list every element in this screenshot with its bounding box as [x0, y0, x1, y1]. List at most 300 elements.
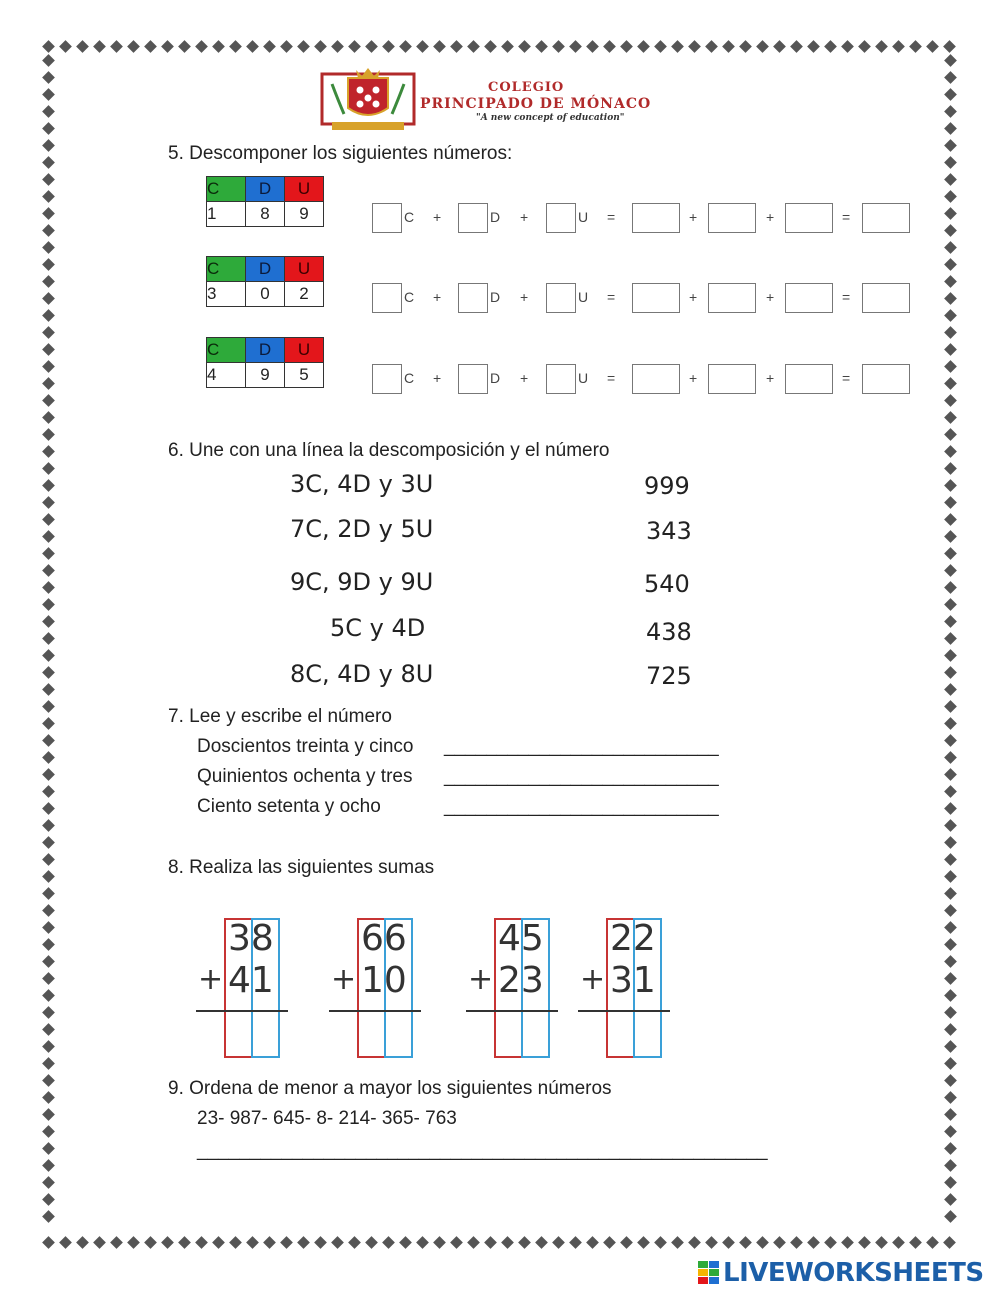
total-box[interactable] [862, 283, 910, 313]
border-diamond [59, 40, 72, 53]
q7-item-1: Doscientos treinta y cinco [197, 736, 414, 757]
border-diamond [944, 54, 957, 67]
addend-top: 45 [498, 918, 544, 959]
border-diamond [212, 40, 225, 53]
plus-sign: + [433, 289, 442, 305]
border-diamond [127, 40, 140, 53]
border-diamond [42, 598, 55, 611]
border-diamond [42, 1193, 55, 1206]
border-diamond [42, 1210, 55, 1223]
d-box[interactable] [458, 203, 488, 233]
u-box[interactable] [546, 364, 576, 394]
equals-sign: = [842, 209, 851, 225]
total-box[interactable] [862, 203, 910, 233]
border-diamond [944, 173, 957, 186]
border-diamond [944, 496, 957, 509]
number-item[interactable]: 999 [644, 472, 690, 500]
border-diamond [42, 1006, 55, 1019]
sum-line [196, 1010, 288, 1012]
border-diamond [620, 1236, 633, 1249]
border-diamond [42, 819, 55, 832]
border-diamond [42, 989, 55, 1002]
border-diamond [944, 411, 957, 424]
border-diamond [944, 700, 957, 713]
equals-sign: = [842, 289, 851, 305]
border-diamond [348, 1236, 361, 1249]
border-diamond [875, 40, 888, 53]
decomposition-item[interactable]: 3C, 4D y 3U [290, 470, 434, 498]
border-diamond [42, 1057, 55, 1070]
decomposition-item[interactable]: 7C, 2D y 5U [290, 515, 434, 543]
border-diamond [944, 1210, 957, 1223]
border-diamond [552, 1236, 565, 1249]
number-item[interactable]: 725 [646, 662, 692, 690]
border-diamond [42, 853, 55, 866]
border-diamond [944, 377, 957, 390]
border-diamond [944, 1176, 957, 1189]
answer-box[interactable] [708, 203, 756, 233]
border-diamond [42, 173, 55, 186]
cdu-table [206, 337, 324, 388]
addend-bottom: 41 [228, 960, 274, 1001]
border-diamond [42, 377, 55, 390]
border-diamond [944, 71, 957, 84]
equals-sign: = [607, 289, 616, 305]
border-diamond [42, 1108, 55, 1121]
addend-top: 38 [228, 918, 274, 959]
addend-bottom: 10 [361, 960, 407, 1001]
border-diamond [688, 1236, 701, 1249]
cdu-table [206, 256, 324, 307]
d-label: D [490, 289, 501, 305]
border-diamond [944, 853, 957, 866]
border-diamond [569, 40, 582, 53]
cdu-header-cell: U [285, 338, 324, 363]
plus-sign: + [580, 962, 606, 997]
border-diamond [603, 40, 616, 53]
q5-title: 5. Descomponer los siguientes números: [168, 143, 513, 164]
border-diamond [671, 1236, 684, 1249]
border-diamond [263, 1236, 276, 1249]
d-box[interactable] [458, 283, 488, 313]
border-diamond [93, 1236, 106, 1249]
border-diamond [944, 224, 957, 237]
border-diamond [892, 1236, 905, 1249]
border-diamond [42, 870, 55, 883]
border-diamond [229, 40, 242, 53]
border-diamond [42, 547, 55, 560]
border-diamond [944, 394, 957, 407]
border-diamond [824, 1236, 837, 1249]
border-diamond [42, 955, 55, 968]
border-diamond [722, 1236, 735, 1249]
cdu-digit-cell: 3 [207, 282, 246, 307]
border-diamond [42, 122, 55, 135]
border-diamond [944, 462, 957, 475]
sum-answer-area[interactable] [224, 1014, 280, 1052]
border-diamond [42, 717, 55, 730]
answer-box[interactable] [632, 203, 680, 233]
equals-sign: = [607, 209, 616, 225]
border-diamond [773, 1236, 786, 1249]
border-diamond [944, 1040, 957, 1053]
border-diamond [944, 479, 957, 492]
border-diamond [42, 275, 55, 288]
border-diamond [331, 40, 344, 53]
border-diamond [944, 1193, 957, 1206]
cdu-digit-cell: 0 [246, 282, 285, 307]
cdu-digit-cell: 2 [285, 282, 324, 307]
border-diamond [944, 275, 957, 288]
border-diamond [297, 40, 310, 53]
answer-box[interactable] [632, 364, 680, 394]
border-diamond [42, 1023, 55, 1036]
border-diamond [603, 1236, 616, 1249]
border-diamond [858, 40, 871, 53]
border-diamond [416, 1236, 429, 1249]
cdu-header-cell: C [207, 257, 246, 282]
border-diamond [944, 1142, 957, 1155]
plus-sign: + [689, 209, 698, 225]
border-diamond [42, 241, 55, 254]
sum-answer-area[interactable] [494, 1014, 550, 1052]
liveworksheets-logo [698, 1258, 984, 1288]
c-label: C [404, 370, 415, 386]
u-box[interactable] [546, 203, 576, 233]
border-diamond [450, 40, 463, 53]
plus-sign: + [520, 209, 529, 225]
border-diamond [127, 1236, 140, 1249]
border-diamond [944, 649, 957, 662]
page-border-right [946, 52, 955, 1225]
u-box[interactable] [546, 283, 576, 313]
border-diamond [42, 445, 55, 458]
border-diamond [365, 40, 378, 53]
decomposition-item[interactable]: 5C y 4D [330, 614, 426, 642]
border-diamond [739, 40, 752, 53]
border-diamond [841, 1236, 854, 1249]
border-diamond [858, 1236, 871, 1249]
q9-answer-blank[interactable]: ______________________________________________________ [197, 1140, 768, 1161]
border-diamond [144, 40, 157, 53]
border-diamond [944, 190, 957, 203]
border-diamond [59, 1236, 72, 1249]
border-diamond [382, 40, 395, 53]
border-diamond [42, 496, 55, 509]
plus-sign: + [766, 370, 775, 386]
border-diamond [484, 40, 497, 53]
cdu-table [206, 176, 324, 227]
border-diamond [161, 1236, 174, 1249]
page-border-left [44, 52, 53, 1225]
cdu-header-cell: D [246, 177, 285, 202]
plus-sign: + [520, 289, 529, 305]
border-diamond [110, 1236, 123, 1249]
border-diamond [42, 887, 55, 900]
border-diamond [722, 40, 735, 53]
border-diamond [42, 54, 55, 67]
q9-title: 9. Ordena de menor a mayor los siguientes números [168, 1078, 612, 1099]
border-diamond [637, 40, 650, 53]
border-diamond [42, 1236, 55, 1249]
border-diamond [76, 1236, 89, 1249]
cdu-header-cell: C [207, 338, 246, 363]
border-diamond [944, 683, 957, 696]
border-diamond [212, 1236, 225, 1249]
border-diamond [42, 904, 55, 917]
d-label: D [490, 370, 501, 386]
q7-blank-2[interactable]: __________________________ [444, 766, 719, 787]
border-diamond [944, 309, 957, 322]
addend-top: 66 [361, 918, 407, 959]
border-diamond [654, 1236, 667, 1249]
q9-numbers: 23- 987- 645- 8- 214- 365- 763 [197, 1108, 457, 1129]
border-diamond [42, 836, 55, 849]
border-diamond [944, 870, 957, 883]
cdu-digit-cell: 8 [246, 202, 285, 227]
border-diamond [42, 326, 55, 339]
border-diamond [944, 734, 957, 747]
plus-sign: + [433, 370, 442, 386]
border-diamond [433, 40, 446, 53]
q7-title: 7. Lee y escribe el número [168, 706, 392, 727]
decomposition-item[interactable]: 8C, 4D y 8U [290, 660, 434, 688]
border-diamond [42, 513, 55, 526]
page-border-top [40, 42, 958, 51]
border-diamond [944, 88, 957, 101]
border-diamond [944, 938, 957, 951]
border-diamond [42, 411, 55, 424]
border-diamond [944, 904, 957, 917]
border-diamond [944, 1074, 957, 1087]
border-diamond [433, 1236, 446, 1249]
border-diamond [909, 40, 922, 53]
border-diamond [944, 768, 957, 781]
border-diamond [42, 632, 55, 645]
d-box[interactable] [458, 364, 488, 394]
border-diamond [705, 40, 718, 53]
border-diamond [416, 40, 429, 53]
border-diamond [348, 40, 361, 53]
border-diamond [944, 445, 957, 458]
sum-answer-area[interactable] [606, 1014, 662, 1052]
border-diamond [501, 1236, 514, 1249]
border-diamond [909, 1236, 922, 1249]
number-item[interactable]: 343 [646, 517, 692, 545]
border-diamond [944, 258, 957, 271]
border-diamond [944, 156, 957, 169]
border-diamond [586, 1236, 599, 1249]
border-diamond [42, 972, 55, 985]
cdu-digit-cell: 9 [246, 363, 285, 388]
border-diamond [944, 139, 957, 152]
border-diamond [42, 1040, 55, 1053]
school-crest-icon [318, 64, 418, 134]
border-diamond [518, 40, 531, 53]
border-diamond [42, 564, 55, 577]
border-diamond [42, 156, 55, 169]
border-diamond [42, 428, 55, 441]
q6-title: 6. Une con una línea la descomposición y el número [168, 440, 610, 461]
border-diamond [944, 1159, 957, 1172]
border-diamond [280, 1236, 293, 1249]
u-label: U [578, 370, 589, 386]
border-diamond [944, 1057, 957, 1070]
border-diamond [944, 717, 957, 730]
border-diamond [42, 71, 55, 84]
plus-sign: + [689, 370, 698, 386]
border-diamond [944, 360, 957, 373]
c-box[interactable] [372, 203, 402, 233]
border-diamond [450, 1236, 463, 1249]
border-diamond [42, 734, 55, 747]
border-diamond [926, 1236, 939, 1249]
total-box[interactable] [862, 364, 910, 394]
border-diamond [944, 207, 957, 220]
border-diamond [42, 1074, 55, 1087]
border-diamond [42, 309, 55, 322]
border-diamond [944, 632, 957, 645]
border-diamond [926, 40, 939, 53]
school-tagline: "A new concept of education" [476, 113, 625, 123]
number-item[interactable]: 540 [644, 570, 690, 598]
cdu-digit-cell: 5 [285, 363, 324, 388]
border-diamond [161, 40, 174, 53]
border-diamond [944, 666, 957, 679]
sum-answer-area[interactable] [357, 1014, 413, 1052]
q7-blank-3[interactable]: __________________________ [444, 796, 719, 817]
c-box[interactable] [372, 364, 402, 394]
border-diamond [246, 40, 259, 53]
plus-sign: + [468, 962, 494, 997]
cdu-header-cell: U [285, 177, 324, 202]
number-item[interactable]: 438 [646, 618, 692, 646]
border-diamond [42, 615, 55, 628]
border-diamond [42, 139, 55, 152]
border-diamond [314, 40, 327, 53]
cdu-digit-cell: 4 [207, 363, 246, 388]
border-diamond [144, 1236, 157, 1249]
answer-box[interactable] [708, 283, 756, 313]
border-diamond [42, 1091, 55, 1104]
border-diamond [944, 428, 957, 441]
liveworksheets-icon [698, 1261, 720, 1285]
c-label: C [404, 289, 415, 305]
school-name-line2: PRINCIPADO DE MÓNACO [420, 96, 652, 112]
border-diamond [263, 40, 276, 53]
answer-box[interactable] [785, 364, 833, 394]
border-diamond [382, 1236, 395, 1249]
equals-sign: = [842, 370, 851, 386]
border-diamond [42, 40, 55, 53]
cdu-header-cell: D [246, 257, 285, 282]
border-diamond [705, 1236, 718, 1249]
border-diamond [807, 40, 820, 53]
border-diamond [42, 207, 55, 220]
border-diamond [944, 513, 957, 526]
addend-bottom: 31 [610, 960, 656, 1001]
border-diamond [944, 105, 957, 118]
border-diamond [944, 615, 957, 628]
border-diamond [42, 666, 55, 679]
sum-line [329, 1010, 421, 1012]
cdu-header-cell: D [246, 338, 285, 363]
border-diamond [501, 40, 514, 53]
border-diamond [944, 989, 957, 1002]
border-diamond [944, 292, 957, 305]
border-diamond [671, 40, 684, 53]
addend-top: 22 [610, 918, 656, 959]
border-diamond [178, 1236, 191, 1249]
border-diamond [467, 40, 480, 53]
border-diamond [399, 40, 412, 53]
border-diamond [42, 462, 55, 475]
answer-box[interactable] [785, 203, 833, 233]
border-diamond [944, 1125, 957, 1138]
border-diamond [944, 836, 957, 849]
border-diamond [42, 768, 55, 781]
border-diamond [944, 547, 957, 560]
school-logo [318, 64, 418, 134]
cdu-digit-cell: 9 [285, 202, 324, 227]
u-label: U [578, 289, 589, 305]
answer-box[interactable] [708, 364, 756, 394]
border-diamond [42, 258, 55, 271]
border-diamond [42, 1142, 55, 1155]
border-diamond [944, 530, 957, 543]
border-diamond [42, 343, 55, 356]
answer-box[interactable] [785, 283, 833, 313]
border-diamond [297, 1236, 310, 1249]
border-diamond [943, 40, 956, 53]
border-diamond [756, 1236, 769, 1249]
border-diamond [688, 40, 701, 53]
q7-item-2: Quinientos ochenta y tres [197, 766, 413, 787]
border-diamond [943, 1236, 956, 1249]
answer-box[interactable] [632, 283, 680, 313]
border-diamond [790, 1236, 803, 1249]
plus-sign: + [433, 209, 442, 225]
border-diamond [246, 1236, 259, 1249]
border-diamond [944, 819, 957, 832]
border-diamond [76, 40, 89, 53]
border-diamond [535, 40, 548, 53]
c-box[interactable] [372, 283, 402, 313]
border-diamond [42, 292, 55, 305]
border-diamond [944, 598, 957, 611]
sum-line [578, 1010, 670, 1012]
border-diamond [944, 785, 957, 798]
border-diamond [535, 1236, 548, 1249]
border-diamond [42, 394, 55, 407]
border-diamond [42, 581, 55, 594]
border-diamond [552, 40, 565, 53]
c-label: C [404, 209, 415, 225]
plus-sign: + [766, 289, 775, 305]
border-diamond [229, 1236, 242, 1249]
border-diamond [586, 40, 599, 53]
border-diamond [944, 955, 957, 968]
q8-title: 8. Realiza las siguientes sumas [168, 857, 435, 878]
border-diamond [331, 1236, 344, 1249]
q7-blank-1[interactable]: __________________________ [444, 736, 719, 757]
border-diamond [42, 751, 55, 764]
border-diamond [756, 40, 769, 53]
cdu-header-cell: C [207, 177, 246, 202]
plus-sign: + [766, 209, 775, 225]
border-diamond [875, 1236, 888, 1249]
decomposition-item[interactable]: 9C, 9D y 9U [290, 568, 434, 596]
